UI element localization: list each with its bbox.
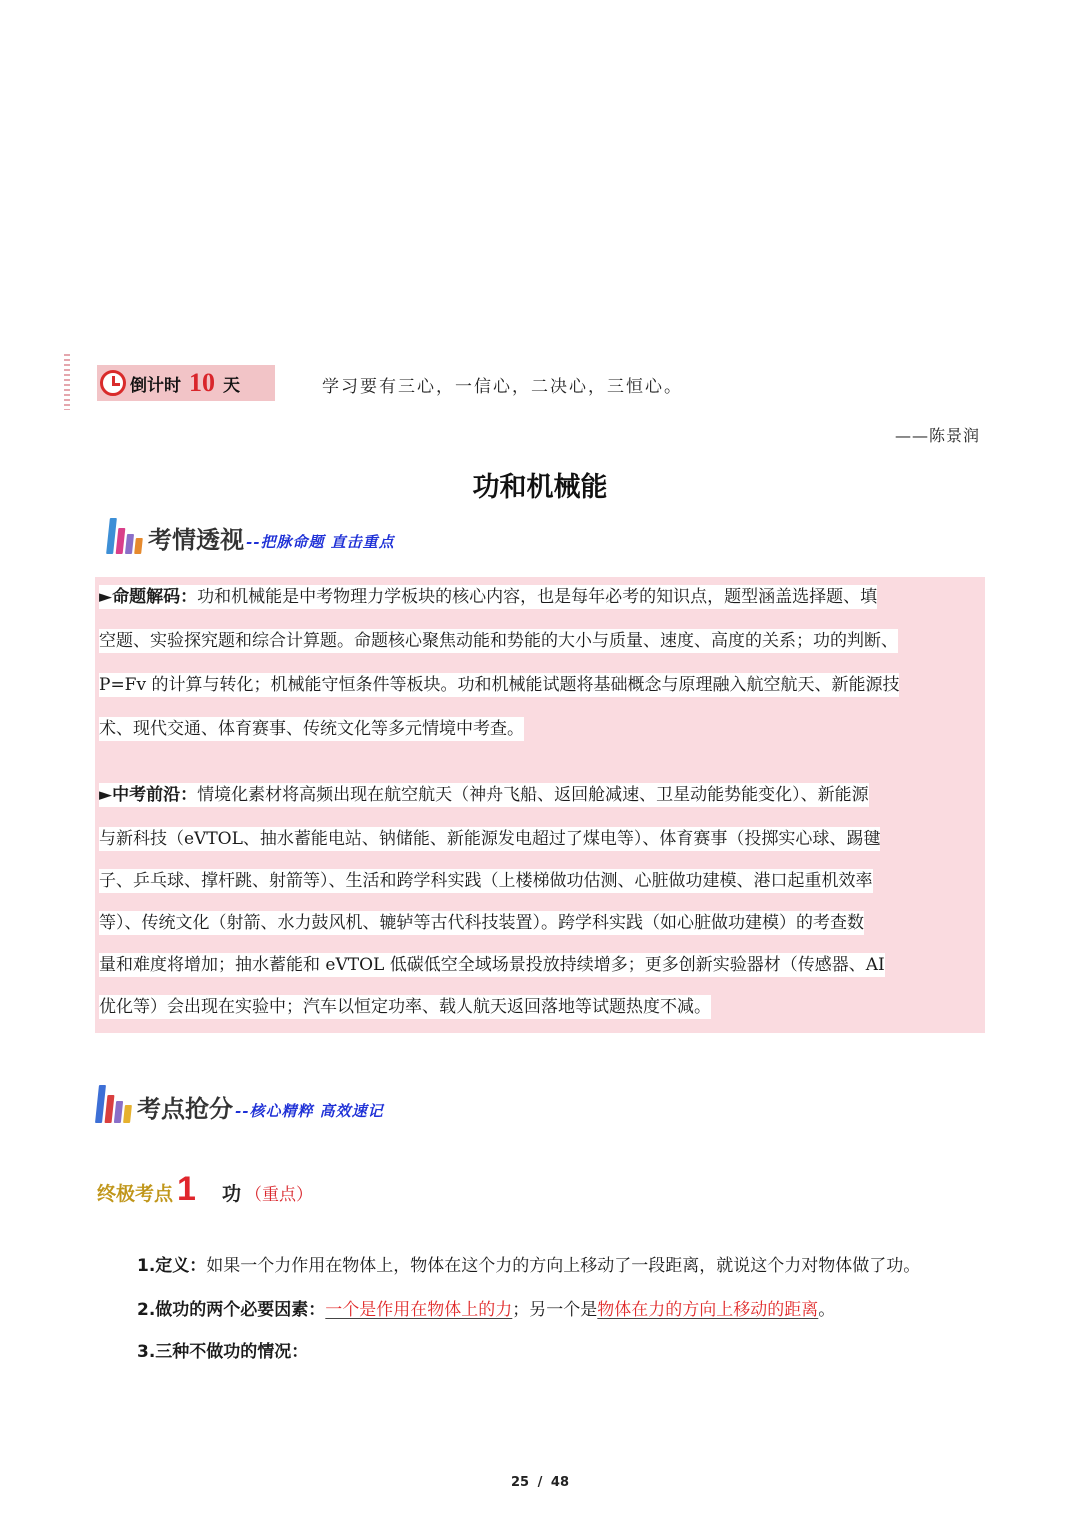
item-end: 。 bbox=[818, 1300, 836, 1320]
margin-decoration bbox=[64, 354, 70, 410]
item-label: 2.做功的两个必要因素： bbox=[137, 1300, 326, 1320]
paragraph-line: 情境化素材将高频出现在航空航天（神舟飞船、返回舱减速、卫星动能势能变化）、新能源 bbox=[197, 785, 869, 805]
section-subtitle: --把脉命题 直击重点 bbox=[246, 533, 395, 551]
countdown-label: 倒计时 bbox=[130, 375, 181, 396]
item-label: 1.定义： bbox=[137, 1256, 207, 1276]
countdown-number: 10 bbox=[189, 368, 215, 397]
keypoint-heading bbox=[97, 1170, 313, 1209]
paragraph-line: 空题、实验探究题和综合计算题。命题核心聚焦动能和势能的大小与质量、速度、高度的关系；功的判断、 bbox=[99, 631, 898, 651]
books-icon bbox=[97, 1083, 133, 1123]
item-two-factors bbox=[137, 1295, 835, 1320]
answer-force: 一个是作用在物体上的力 bbox=[325, 1300, 513, 1320]
section-subtitle: --核心精粹 高效速记 bbox=[235, 1102, 384, 1120]
paragraph-line: 等）、传统文化（射箭、水力鼓风机、辘轳等古代科技装置）。跨学科实践（如心脏做功建模）的考查数 bbox=[99, 913, 864, 933]
item-label: 3.三种不做功的情况： bbox=[137, 1342, 309, 1362]
keypoint-label: 终极考点 bbox=[97, 1183, 174, 1205]
clock-icon bbox=[100, 370, 126, 396]
block-label: ►中考前沿： bbox=[99, 785, 198, 805]
answer-distance: 物体在力的方向上移动的距离 bbox=[597, 1300, 819, 1320]
keypoint-name: 功 bbox=[221, 1183, 241, 1205]
block-exam-frontier bbox=[99, 773, 984, 1027]
page-title: 功和机械能 bbox=[472, 472, 608, 503]
item-no-work-cases bbox=[137, 1337, 308, 1362]
block-label: ►命题解码： bbox=[99, 587, 198, 607]
paragraph-line: P=Fv 的计算与转化；机械能守恒条件等板块。功和机械能试题将基础概念与原理融入航空航天、新能源技 bbox=[99, 675, 900, 695]
block-proposition-decode bbox=[99, 575, 984, 751]
item-text: 如果一个力作用在物体上，物体在这个力的方向上移动了一段距离，就说这个力对物体做了功。 bbox=[206, 1256, 921, 1276]
motto: 学习要有三心，一信心，二决心，三恒心。 bbox=[322, 377, 683, 397]
item-definition bbox=[137, 1251, 920, 1276]
paragraph-line: 术、现代交通、体育赛事、传统文化等多元情境中考查。 bbox=[99, 719, 524, 739]
section-title: 考点抢分 bbox=[137, 1095, 233, 1123]
keypoint-tag: （重点） bbox=[244, 1185, 313, 1205]
section-heading-key-points bbox=[97, 1083, 384, 1123]
paragraph-line: 量和难度将增加；抽水蓄能和 eVTOL 低碳低空全域场景投放持续增多；更多创新实验器材（传感器、AI bbox=[99, 955, 885, 975]
paragraph-line: 功和机械能是中考物理力学板块的核心内容，也是每年必考的知识点，题型涵盖选择题、填 bbox=[197, 587, 878, 607]
paragraph-line: 与新科技（eVTOL、抽水蓄能电站、钠储能、新能源发电超过了煤电等）、体育赛事（投掷实心球、踢毽 bbox=[99, 829, 881, 849]
section-heading-exam-analysis bbox=[108, 514, 395, 554]
books-icon bbox=[108, 514, 144, 554]
current-page: 25 bbox=[511, 1475, 530, 1490]
countdown-unit: 天 bbox=[223, 375, 240, 396]
paragraph-line: 子、乒乓球、撑杆跳、射箭等）、生活和跨学科实践（上楼梯做功估测、心脏做功建模、港口起重机效率 bbox=[99, 871, 873, 891]
item-separator: ；另一个是 bbox=[512, 1300, 598, 1320]
countdown-banner bbox=[97, 365, 275, 401]
motto-author: ——陈景润 bbox=[894, 426, 980, 445]
page-separator: / bbox=[537, 1475, 543, 1490]
keypoint-number: 1 bbox=[177, 1170, 196, 1208]
paragraph-line: 优化等）会出现在实验中；汽车以恒定功率、载人航天返回落地等试题热度不减。 bbox=[99, 997, 711, 1017]
section-title: 考情透视 bbox=[148, 526, 244, 554]
total-pages: 48 bbox=[550, 1475, 569, 1490]
page-number bbox=[0, 1475, 1080, 1490]
